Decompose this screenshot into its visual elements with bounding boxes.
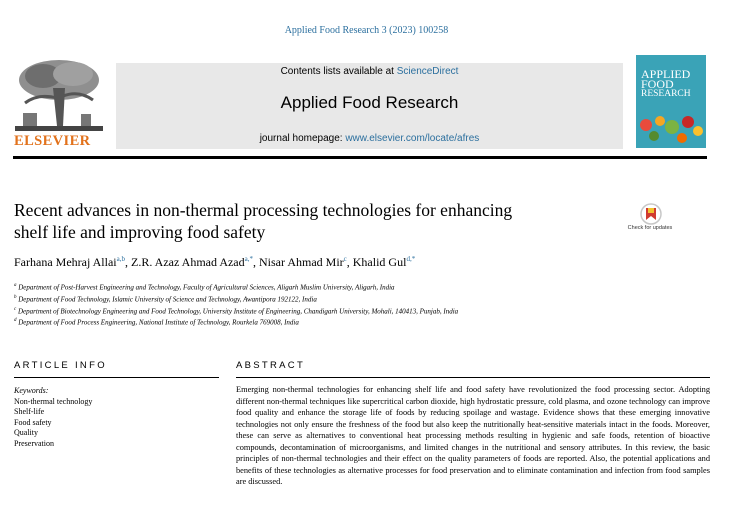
article-title-line-2: shelf life and improving food safety <box>14 222 266 242</box>
check-for-updates-label[interactable]: Check for updates <box>627 225 673 231</box>
author-name[interactable]: Z.R. Azaz Ahmad Azad <box>131 255 245 269</box>
cover-food-illustration <box>636 105 706 148</box>
sciencedirect-link[interactable]: ScienceDirect <box>396 66 459 77</box>
check-for-updates-badge[interactable] <box>632 203 670 243</box>
affiliation-mark: d <box>14 318 17 324</box>
affiliation-text: Department of Biotechnology Engineering and Food Technology, University Institute of Engineering, Chandigarh University, Mohali, 140413, Punjab, India <box>17 306 459 315</box>
affiliation-item <box>14 305 714 317</box>
abstract-rule <box>236 377 710 378</box>
affiliation-item <box>14 316 714 328</box>
article-title-line-1: Recent advances in non-thermal processing technologies for enhancing <box>14 200 513 220</box>
article-info-heading: ARTICLE INFO <box>14 360 107 371</box>
keyword-item: Preservation <box>14 438 54 448</box>
keyword-item: Shelf-life <box>14 407 45 416</box>
keywords-label: Keywords: <box>14 386 49 395</box>
bookmark-icon <box>632 203 670 225</box>
author-affiliation-marks[interactable]: d,* <box>406 255 416 263</box>
affiliation-mark: a <box>14 283 17 288</box>
journal-homepage-link[interactable]: www.elsevier.com/locate/afres <box>345 133 480 144</box>
affiliation-mark: c <box>14 306 17 312</box>
cover-title <box>641 69 691 99</box>
header-rule <box>13 156 707 159</box>
author-affiliation-marks[interactable]: c <box>343 255 347 263</box>
cover-line-1: APPLIED <box>641 67 691 81</box>
article-info-rule <box>14 377 219 378</box>
author-affiliation-marks[interactable]: a,* <box>244 255 253 263</box>
author-name[interactable]: Farhana Mehraj Allai <box>14 255 117 269</box>
affiliation-text: Department of Food Technology, Islamic University of Science and Technology, Awantipora 192122, India <box>18 295 317 304</box>
abstract-heading: ABSTRACT <box>236 360 306 371</box>
affiliation-item <box>14 281 714 293</box>
journal-citation[interactable]: Applied Food Research 3 (2023) 100258 <box>284 25 449 36</box>
affiliation-mark: b <box>14 294 17 300</box>
affiliation-item <box>14 293 714 305</box>
affiliation-text: Department of Food Process Engineering, National Institute of Technology, Rourkela 769008, India <box>18 318 299 327</box>
cover-line-2: FOOD <box>641 77 674 91</box>
keywords-block <box>14 386 219 449</box>
contents-line <box>116 66 623 77</box>
article-title <box>14 199 614 243</box>
keyword-item: Non-thermal technology <box>14 396 93 406</box>
abstract-text: Emerging non-thermal technologies for enhancing shelf life and food safety have revolutionized the food processing sector. Adopting different non-thermal techniques like supercritical carbon dioxide, high hydrostatic pressure, cold plasma, and ozone technology can improve food quality and enhance the storage life of foods by reducing spoilage and wastage. Evidence shows that these emerging innovative technologies not only ensure the freshness of the food but also keep the nutritionally heat-sensitive materials intact in the foods. Moreover, these can serve as alternatives to conventional heat processing methods resulting in hygienic and safe foods, retention of bioactive compounds, decontamination of microorganisms, and limited changes in the nutritional and sensory attributes. In this review, the basic principles of non-thermal technologies and their effect on the quality parameters of foods are reported. Also, the potential applications and benefits of these technologies as alternative processes for food preservation and to eliminate contamination and infection from food samples are discussed. <box>236 385 710 486</box>
homepage-prefix: journal homepage: <box>259 133 346 144</box>
journal-title: Applied Food Research <box>280 93 459 112</box>
homepage-line <box>116 133 623 144</box>
keyword-item: Food safety <box>14 417 52 427</box>
affiliation-text: Department of Post-Harvest Engineering and Technology, Faculty of Agricultural Sciences, Aligarh Muslim University, Aligarh, India <box>18 283 395 292</box>
author-list: Farhana Mehraj Allai$^{a,b}$, Z.R. Azaz Ahmad Azad$^{a,*}$, Nisar Ahmad Mir$^c$, Khalid Gul$^{d,*}$ <box>14 255 416 269</box>
contents-prefix: Contents lists available at <box>280 66 397 77</box>
author-name[interactable]: Khalid Gul <box>352 255 407 269</box>
cover-line-3: RESEARCH <box>641 89 691 99</box>
elsevier-wordmark: ELSEVIER <box>14 133 91 149</box>
author-name[interactable]: Nisar Ahmad Mir <box>259 255 344 269</box>
affiliation-list <box>14 281 714 328</box>
journal-cover <box>636 55 706 148</box>
author-affiliation-marks[interactable]: a,b <box>116 255 125 263</box>
keyword-item: Quality <box>14 428 38 437</box>
